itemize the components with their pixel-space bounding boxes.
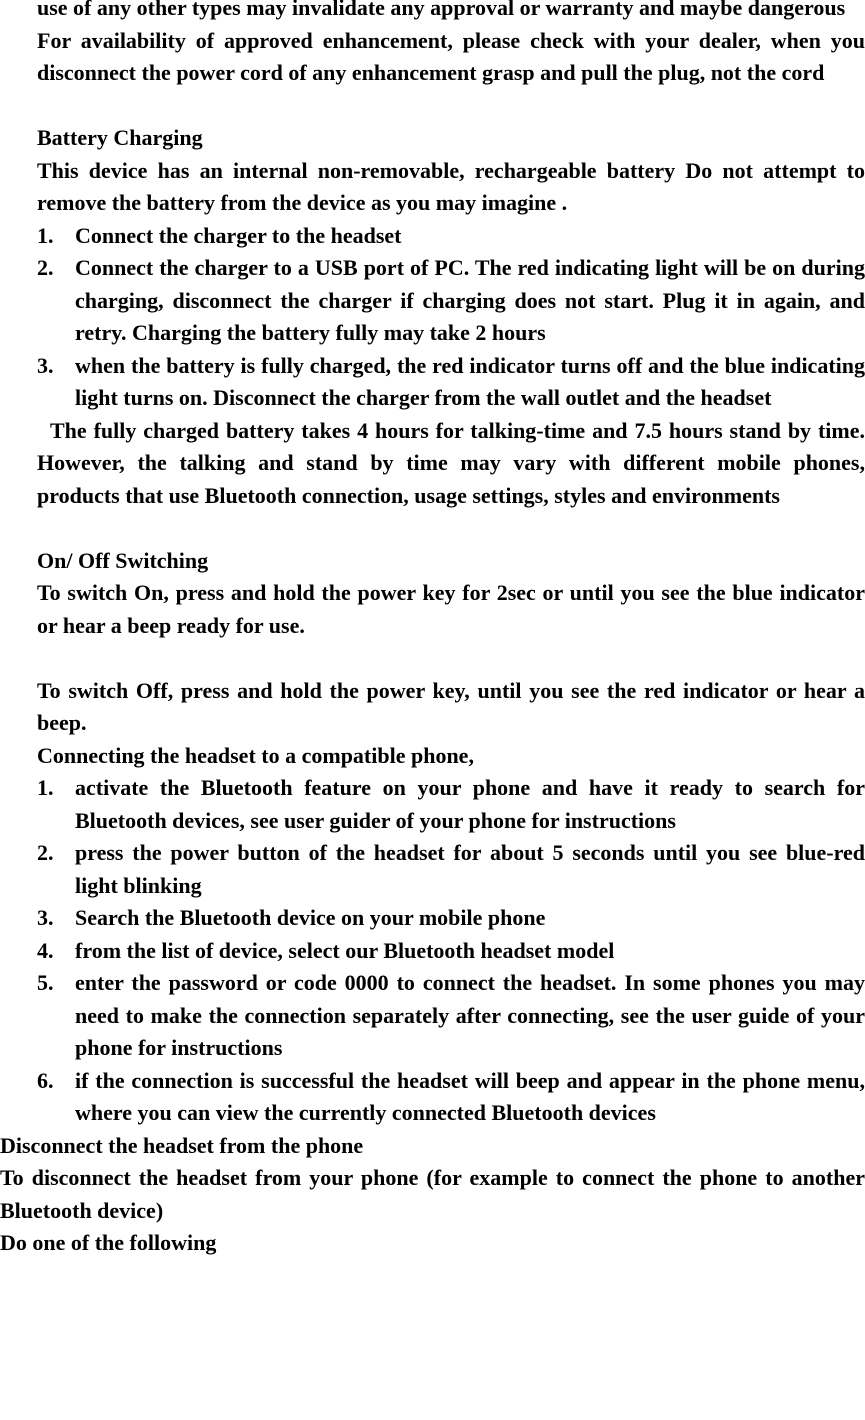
spacer (0, 512, 865, 545)
list-item-number: 1. (37, 775, 54, 800)
disconnect-paragraph: To disconnect the headset from your phone (for example to connect the phone to another Bluetooth device) (0, 1165, 865, 1223)
intro-paragraph-1: use of any other types may invalidate any approval or warranty and maybe dangerous (37, 0, 846, 20)
list-item-text: press the power button of the headset for about 5 seconds until you see blue-red light blinking (75, 840, 865, 898)
connect-steps-list (0, 772, 865, 1130)
list-item-text: Search the Bluetooth device on your mobile phone (75, 905, 546, 930)
list-item-number: 4. (37, 937, 54, 963)
list-item (0, 220, 865, 253)
list-item-text: Connect the charger to the headset (75, 222, 402, 248)
battery-heading: Battery Charging (37, 125, 203, 150)
list-item (0, 1065, 865, 1130)
spacer (0, 642, 865, 675)
battery-paragraph: This device has an internal non-removable, rechargeable battery Do not attempt to remove the battery from the device as you may imagine . (37, 157, 865, 215)
list-item (0, 350, 865, 415)
list-item-number: 1. (37, 222, 54, 248)
onoff-heading: On/ Off Switching (37, 547, 209, 573)
list-item-number: 2. (37, 840, 54, 865)
spacer (0, 90, 865, 123)
connect-heading: Connecting the headset to a compatible phone, (37, 742, 474, 768)
list-item (0, 252, 865, 350)
list-item-text: from the list of device, select our Bluetooth headset model (75, 937, 615, 963)
intro-paragraph-2: For availability of approved enhancement, please check with your dealer, when you disconnect the power cord of any enhancement grasp and pull the plug, not the cord (37, 27, 865, 85)
list-item-text: if the connection is successful the headset will beep and appear in the phone menu, where you can view the currently connected Bluetooth devices (75, 1067, 865, 1125)
list-item-text: activate the Bluetooth feature on your phone and have it ready to search for Bluetooth devices, see user guider of your phone for instructions (75, 775, 865, 833)
switch-on-paragraph: To switch On, press and hold the power key for 2sec or until you see the blue indicator or hear a beep ready for use. (37, 580, 865, 638)
list-item-text: enter the password or code 0000 to connect the headset. In some phones you may need to make the connection separately after connecting, see the user guide of your phone for instructions (75, 970, 865, 1060)
battery-steps-list (0, 220, 865, 415)
battery-note-paragraph: The fully charged battery takes 4 hours for talking-time and 7.5 hours stand by time. However, the talking and stand by time may vary with different mobile phones, products that use Bluetooth connection, usage settings, styles and environments (37, 417, 865, 508)
list-item-number: 2. (37, 255, 54, 280)
list-item (0, 837, 865, 902)
switch-off-paragraph: To switch Off, press and hold the power key, until you see the red indicator or hear a beep. (37, 677, 865, 735)
list-item (0, 935, 865, 968)
list-item (0, 772, 865, 837)
list-item (0, 967, 865, 1065)
disconnect-heading: Disconnect the headset from the phone (0, 1132, 364, 1158)
list-item-number: 3. (37, 905, 54, 930)
list-item-number: 5. (37, 970, 54, 995)
list-item-text: when the battery is fully charged, the red indicator turns off and the blue indicating light turns on. Disconnect the charger from the wall outlet and the headset (75, 352, 865, 410)
list-item-text: Connect the charger to a USB port of PC. The red indicating light will be on during charging, disconnect the charger if charging does not start. Plug it in again, and retry. Charging the battery fully may take 2 hours (75, 255, 865, 345)
list-item-number: 3. (37, 352, 54, 378)
disconnect-footer: Do one of the following (0, 1230, 217, 1255)
list-item (0, 902, 865, 935)
list-item-number: 6. (37, 1067, 54, 1093)
